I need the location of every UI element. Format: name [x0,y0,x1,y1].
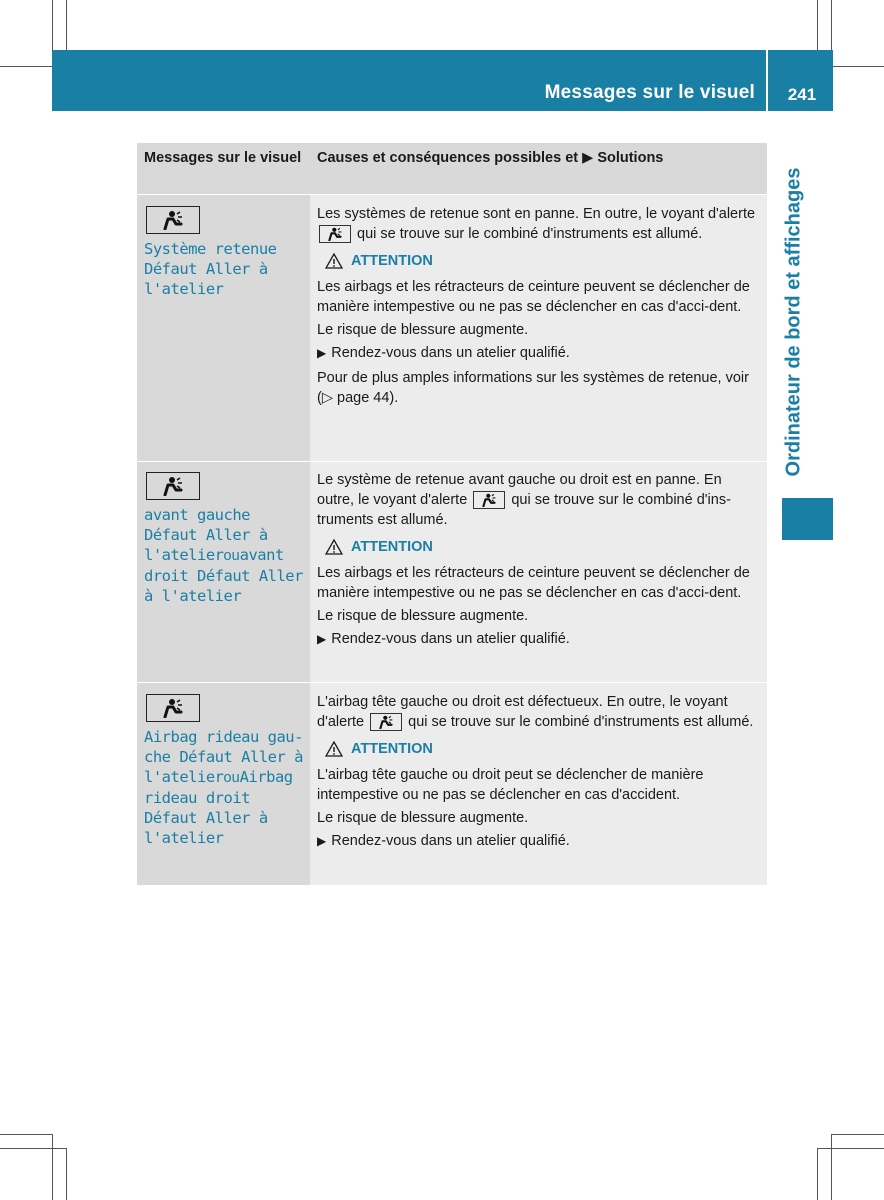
intro-text-part: qui se trouve sur le combiné d'instruments est allumé. [357,226,703,242]
attention-label: ATTENTION [351,741,433,757]
intro-text-part: qui se trouve sur le combiné d'ins-truments est allumé. [317,492,731,528]
message-line: Défaut Aller à [144,526,268,544]
step-arrow-icon: ▶ [317,346,327,360]
connector-word: ou [223,770,240,786]
crop-mark [817,1148,884,1149]
crop-mark [817,0,818,50]
airbag-warning-icon [473,491,505,509]
page-title: Messages sur le visuel [544,82,755,103]
warning-text: Les airbags et les rétracteurs de ceinture peuvent se déclencher de manière intempestive ou ne pas se déclencher en cas d'acci-dent. [317,565,750,601]
message-line: l'atelier [144,829,224,847]
message-cell [137,683,310,885]
airbag-warning-icon [146,472,200,500]
intro-text-part: L'airbag tête gauche ou droit est défectueux. En outre, le voyant d'alerte [317,694,728,730]
airbag-warning-icon [319,225,351,243]
display-message [144,505,303,606]
attention-heading [325,741,760,757]
warning-text: L'airbag tête gauche ou droit peut se déclencher de manière intempestive ou ne pas se déclencher en cas d'accident. [317,767,704,803]
intro-text [317,204,760,244]
attention-label: ATTENTION [351,253,433,269]
chapter-title-text: Ordinateur de bord et affichages [782,167,805,477]
message-line: l'atelier [144,280,224,298]
warning-triangle-icon [325,253,343,269]
crop-mark [831,1134,884,1135]
airbag-warning-icon [146,206,200,234]
crop-mark [831,1134,832,1200]
display-message [144,727,303,848]
table-header-row [137,143,767,194]
message-line: rideau droit [144,789,250,807]
solution-step [317,831,760,851]
crop-mark [0,1148,66,1149]
message-part: Airbag [239,768,293,786]
crop-mark [0,1134,52,1135]
message-cell [137,195,310,461]
crop-mark [833,66,884,67]
message-line: Défaut Aller à [144,809,268,827]
step-text: Rendez-vous dans un atelier qualifié. [331,631,570,647]
message-cell [137,462,310,682]
header-divider [766,50,768,111]
step-text: Rendez-vous dans un atelier qualifié. [331,345,570,361]
cause-cell [310,195,767,461]
attention-heading [325,253,760,269]
page-number: 241 [787,85,817,104]
more-info-text: Pour de plus amples informations sur les systèmes de retenue, voir (▷ page 44). [317,370,749,406]
page-header [52,50,833,111]
message-line: Système retenue [144,240,277,258]
message-line: droit Défaut Aller [144,567,303,585]
table-row [137,461,767,682]
intro-text [317,470,760,530]
table-row [137,682,767,885]
crop-mark [817,1148,818,1200]
table-row [137,194,767,461]
crop-mark [0,66,52,67]
crop-mark [66,0,67,50]
message-line: à l'atelier [144,587,242,605]
warning-triangle-icon [325,741,343,757]
message-part: l'atelier [144,546,224,564]
message-line [144,545,303,566]
column-header-causes: Causes et conséquences possibles et ▶ Solutions [310,143,767,194]
intro-text-part: qui se trouve sur le combiné d'instruments est allumé. [408,714,754,730]
crop-mark [831,0,832,50]
solution-step [317,629,760,649]
message-line: avant gauche [144,506,250,524]
chapter-title-vertical [778,155,810,489]
message-line: Airbag rideau gau- [144,728,303,746]
warning-text: Les airbags et les rétracteurs de ceinture peuvent se déclencher de manière intempestive ou ne pas se déclencher en cas d'acci-dent. [317,279,750,315]
solution-step [317,343,760,363]
step-arrow-icon: ▶ [317,632,327,646]
display-message [144,239,303,299]
messages-table [137,143,767,885]
warning-triangle-icon [325,539,343,555]
step-text: Rendez-vous dans un atelier qualifié. [331,833,570,849]
attention-label: ATTENTION [351,539,433,555]
message-line [144,767,303,788]
column-header-messages: Messages sur le visuel [137,143,310,194]
cause-cell [310,683,767,885]
risk-text: Le risque de blessure augmente. [317,608,529,624]
cause-cell [310,462,767,682]
message-line: Défaut Aller à [144,260,268,278]
risk-text: Le risque de blessure augmente. [317,322,529,338]
intro-text [317,692,760,732]
message-part: avant [239,546,284,564]
step-arrow-icon: ▶ [317,834,327,848]
connector-word: ou [223,548,240,564]
intro-text-part: Les systèmes de retenue sont en panne. En outre, le voyant d'alerte [317,206,756,222]
crop-mark [52,0,53,50]
message-part: l'atelier [144,768,224,786]
airbag-warning-icon [370,713,402,731]
crop-mark [66,1148,67,1200]
chapter-tab [782,498,833,540]
airbag-warning-icon [146,694,200,722]
intro-text-part: Le système de retenue avant gauche ou droit est en panne. En outre, le voyant d'alerte [317,472,722,508]
risk-text: Le risque de blessure augmente. [317,810,529,826]
message-line: che Défaut Aller à [144,748,303,766]
attention-heading [325,539,760,555]
crop-mark [52,1134,53,1200]
